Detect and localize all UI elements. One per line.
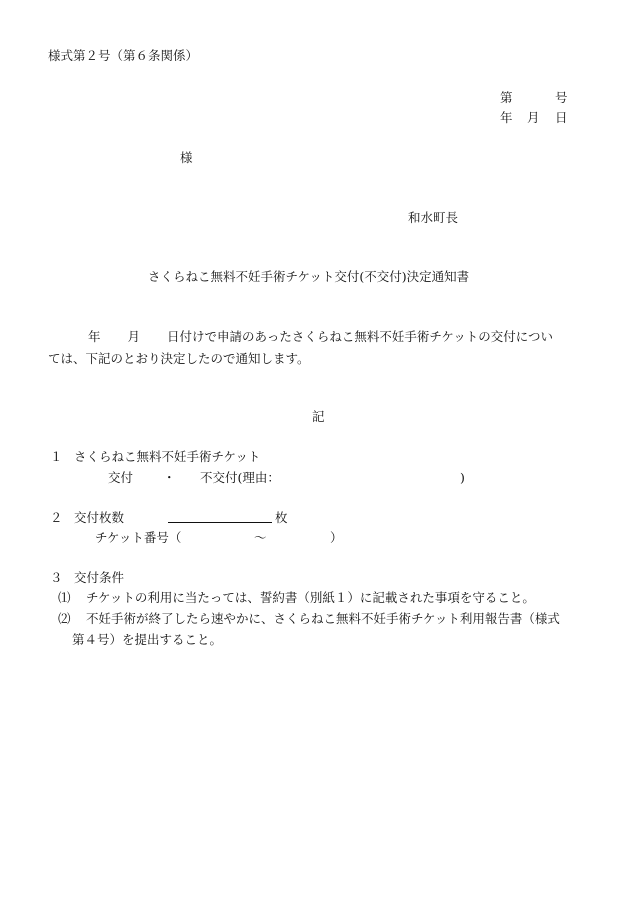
item1-non-issue-option: 不交付(理由： xyxy=(200,470,280,485)
body-paragraph xyxy=(48,326,600,370)
body-date-month: 月 xyxy=(127,329,141,344)
item1-close-paren: ) xyxy=(460,470,465,485)
body-date-year: 年 xyxy=(88,329,101,344)
date-year-label: 年 xyxy=(500,110,513,125)
body-text-line2: ては、下記のとおり決定したので通知します。 xyxy=(48,351,310,366)
item2-unit: 枚 xyxy=(275,510,288,525)
document-title: さくらねこ無料不妊手術チケット交付(不交付)決定通知書 xyxy=(148,269,470,284)
sender-name: 和水町長 xyxy=(408,210,459,225)
item3-label: 交付条件 xyxy=(74,570,125,585)
item2-close-paren: ） xyxy=(330,530,343,545)
form-number: 様式第２号（第６条関係） xyxy=(48,48,199,63)
date-day-label: 日 xyxy=(555,110,568,125)
doc-number-prefix: 第 xyxy=(500,90,513,105)
doc-number-suffix: 号 xyxy=(555,90,568,105)
item2-count-blank xyxy=(168,509,272,528)
item2-label: 交付枚数 xyxy=(74,510,125,525)
item1-number: １ xyxy=(50,449,63,464)
item1-label: さくらねこ無料不妊手術チケット xyxy=(74,449,261,464)
item1-separator: ・ xyxy=(163,470,176,485)
item2-number: ２ xyxy=(50,510,63,525)
condition1-text: チケットの利用に当たっては、誓約書（別紙１）に記載された事項を守ること。 xyxy=(86,590,535,605)
item1-issue-option: 交付 xyxy=(108,470,134,485)
date-month-label: 月 xyxy=(527,110,540,125)
item2-tilde: ～ xyxy=(254,530,267,545)
body-text-line1: 日付けで申請のあったさくらねこ無料不妊手術チケットの交付につい xyxy=(167,329,554,344)
condition2-marker: ⑵ xyxy=(58,611,71,626)
addressee-honorific: 様 xyxy=(180,150,193,165)
condition2-text-line2: 第４号）を提出すること。 xyxy=(72,632,223,647)
item3-number: ３ xyxy=(50,570,63,585)
item2-ticket-label: チケット番号（ xyxy=(95,530,182,545)
condition1-marker: ⑴ xyxy=(58,590,71,605)
ki-heading: 記 xyxy=(312,409,325,424)
condition2-text-line1: 不妊手術が終了したら速やかに、さくらねこ無料不妊手術チケット利用報告書（様式 xyxy=(86,611,560,626)
